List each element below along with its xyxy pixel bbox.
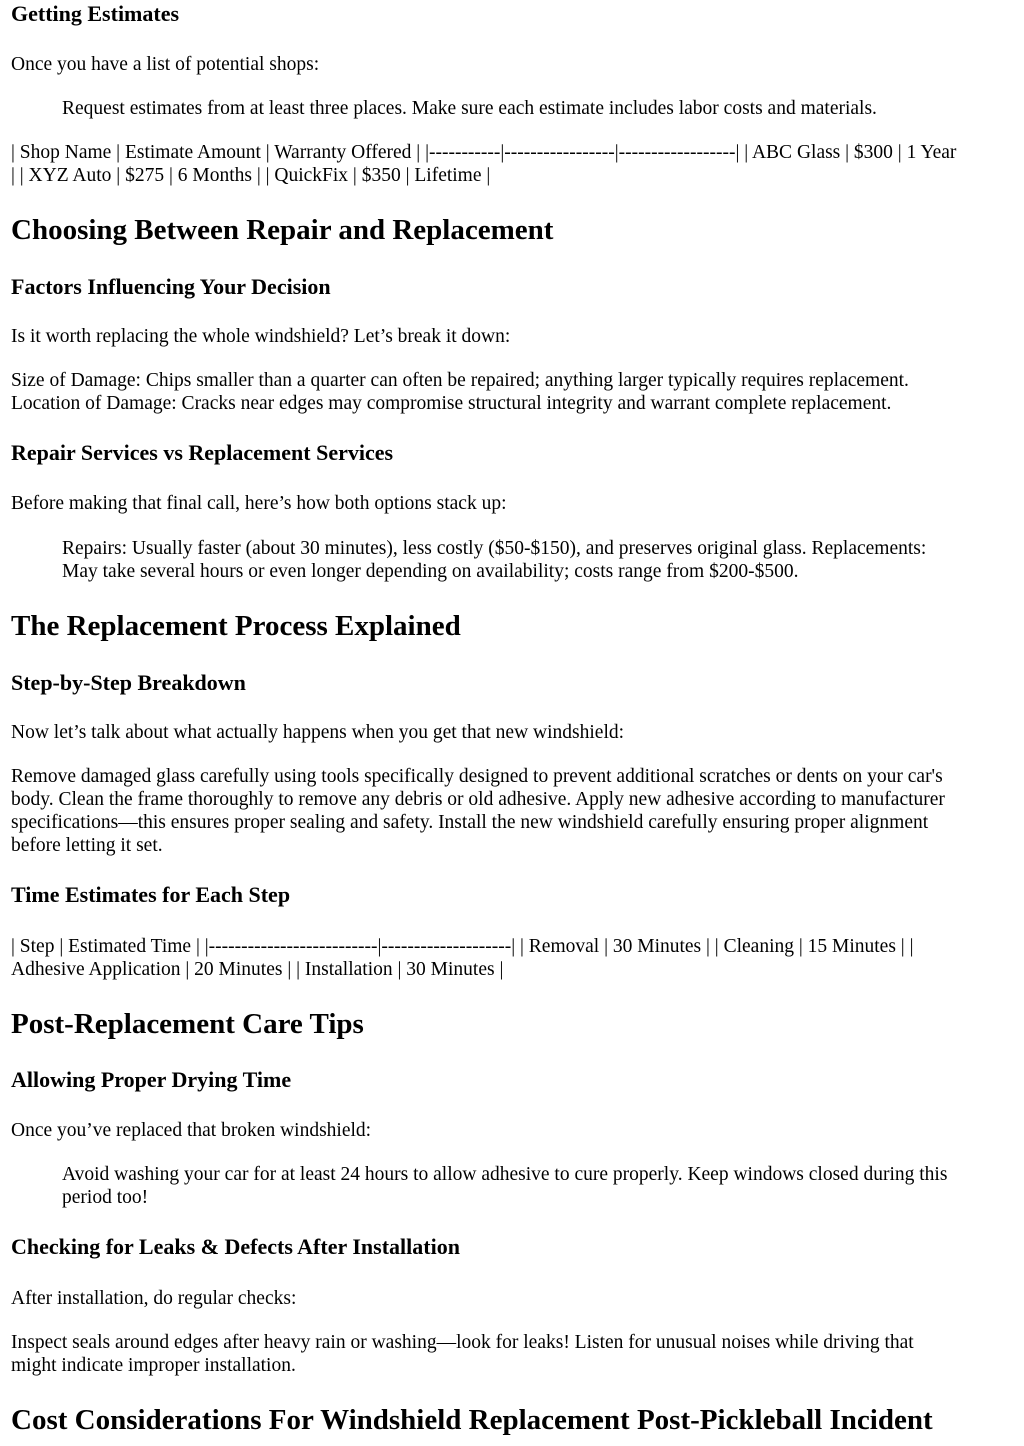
getting-estimates-intro: Once you have a list of potential shops: xyxy=(11,54,320,75)
factors-line: Location of Damage: Cracks near edges may compromise structural integrity and warrant complete replacement. xyxy=(11,393,892,414)
leaks-intro: After installation, do regular checks: xyxy=(11,1288,297,1309)
leaks-heading: Checking for Leaks & Defects After Installation xyxy=(11,1234,460,1259)
services-quote-line: May take several hours or even longer depending on availability; costs range from $200-$500. xyxy=(62,561,799,582)
shop-table-line: | Shop Name | Estimate Amount | Warranty Offered | |-----------|-----------------|------------------| | ABC Glass | $300 | 1 Year xyxy=(11,142,957,163)
factors-line: Size of Damage: Chips smaller than a quarter can often be repaired; anything larger typically requires replacement. xyxy=(11,370,909,391)
services-heading: Repair Services vs Replacement Services xyxy=(11,440,394,465)
drying-intro: Once you’ve replaced that broken windshield: xyxy=(11,1120,372,1141)
drying-quote-line: period too! xyxy=(62,1187,149,1208)
factors-heading: Factors Influencing Your Decision xyxy=(11,274,331,299)
getting-estimates-quote xyxy=(11,97,877,120)
steps-line: Remove damaged glass carefully using tools specifically designed to prevent additional scratches or dents on your car's xyxy=(11,766,943,787)
time-table-line: | Step | Estimated Time | |--------------------------|--------------------| | Removal | 30 Minutes | | Cleaning | 15 Minutes | | xyxy=(11,936,914,957)
shop-table-text xyxy=(11,141,956,187)
time-estimates-heading: Time Estimates for Each Step xyxy=(11,882,291,907)
steps-line: before letting it set. xyxy=(11,835,163,856)
time-table-line: Adhesive Application | 20 Minutes | | Installation | 30 Minutes | xyxy=(11,959,504,980)
leaks-line: Inspect seals around edges after heavy rain or washing—look for leaks! Listen for unusual noises while driving that xyxy=(11,1332,914,1353)
services-quote xyxy=(11,537,926,583)
steps-intro: Now let’s talk about what actually happens when you get that new windshield: xyxy=(11,722,625,743)
shop-table-line: | | XYZ Auto | $275 | 6 Months | | QuickFix | $350 | Lifetime | xyxy=(11,165,491,186)
steps-text xyxy=(11,765,945,857)
services-intro: Before making that final call, here’s how both options stack up: xyxy=(11,493,507,514)
drying-quote xyxy=(11,1163,947,1209)
drying-heading: Allowing Proper Drying Time xyxy=(11,1067,292,1092)
factors-intro: Is it worth replacing the whole windshield? Let’s break it down: xyxy=(11,326,511,347)
factors-text xyxy=(11,369,909,415)
process-heading: The Replacement Process Explained xyxy=(11,610,461,642)
getting-estimates-quote-text: Request estimates from at least three places. Make sure each estimate includes labor costs and materials. xyxy=(62,98,877,119)
choosing-heading: Choosing Between Repair and Replacement xyxy=(11,214,554,246)
time-table-text xyxy=(11,935,913,981)
getting-estimates-heading: Getting Estimates xyxy=(11,1,180,26)
services-quote-line: Repairs: Usually faster (about 30 minutes), less costly ($50-$150), and preserves original glass. Replacements: xyxy=(62,538,927,559)
leaks-text xyxy=(11,1331,914,1377)
drying-quote-line: Avoid washing your car for at least 24 hours to allow adhesive to cure properly. Keep windows closed during this xyxy=(62,1164,948,1185)
steps-line: specifications—this ensures proper sealing and safety. Install the new windshield carefully ensuring proper alignment xyxy=(11,812,929,833)
care-heading: Post-Replacement Care Tips xyxy=(11,1008,364,1040)
steps-heading: Step-by-Step Breakdown xyxy=(11,670,246,695)
steps-line: body. Clean the frame thoroughly to remove any debris or old adhesive. Apply new adhesive according to manufacturer xyxy=(11,789,945,810)
cost-heading: Cost Considerations For Windshield Replacement Post-Pickleball Incident xyxy=(11,1404,933,1436)
leaks-line: might indicate improper installation. xyxy=(11,1355,296,1376)
